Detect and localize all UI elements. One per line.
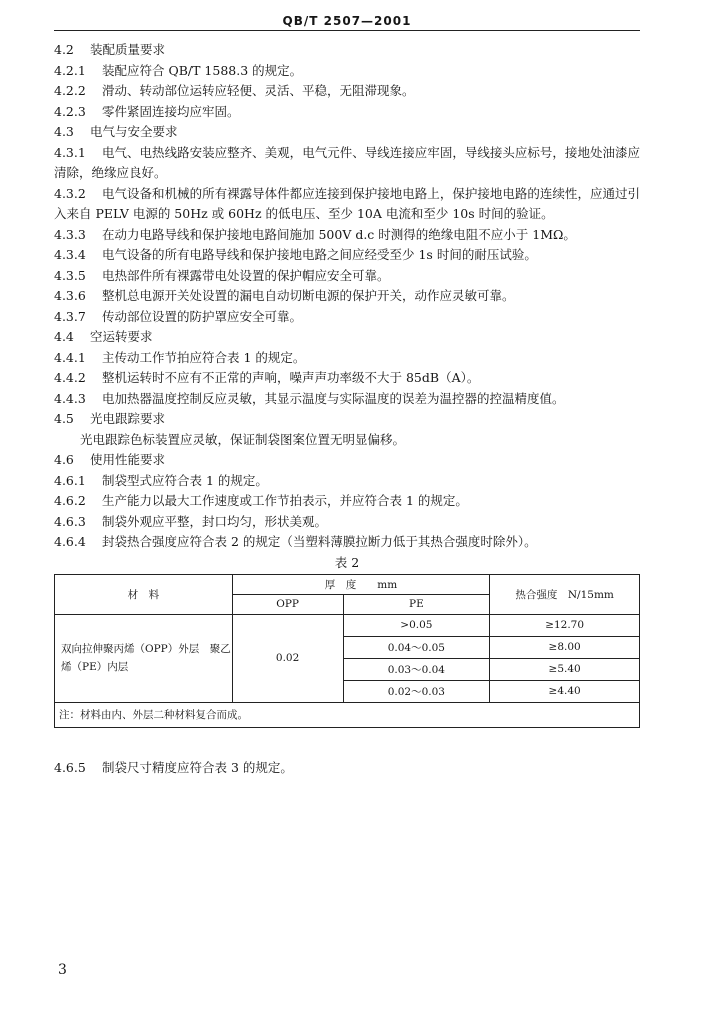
clause xyxy=(54,245,640,266)
pe-thickness-cell: >0.05 xyxy=(343,614,490,636)
clause-text: 电气与安全要求 xyxy=(90,124,178,139)
clause-text: 整机总电源开关处设置的漏电自动切断电源的保护开关，动作应灵敏可靠。 xyxy=(102,288,515,303)
pe-thickness-cell: 0.04～0.05 xyxy=(343,636,490,658)
clause-number: 4.3.2 xyxy=(54,185,86,201)
page-number: 3 xyxy=(58,962,67,978)
clause-number: 4.3.6 xyxy=(54,288,86,303)
clause xyxy=(54,102,640,123)
pe-thickness-cell: 0.02～0.03 xyxy=(343,680,490,702)
clause-text: 电气、电热线路安装应整齐、美观，电气元件、导线连接应牢固，导线接头应标号，接地处油漆应清除，绝缘应良好。 xyxy=(54,144,640,180)
header-thickness: 厚 度 mm xyxy=(232,574,490,594)
clause-text: 装配应符合 QB/T 1588.3 的规定。 xyxy=(102,62,303,78)
header-material: 材 料 xyxy=(55,574,233,614)
clause-text: 装配质量要求 xyxy=(90,42,166,57)
clause xyxy=(54,61,640,82)
clause-number: 4.2 xyxy=(54,42,74,57)
clause-number: 4.4.2 xyxy=(54,370,86,385)
clause-number: 4.6.5 xyxy=(54,759,86,775)
material-cell: 双向拉伸聚丙烯（OPP）外层 聚乙烯（PE）内层 xyxy=(55,614,233,702)
clause xyxy=(54,286,640,307)
clause-text: 生产能力以最大工作速度或工作节拍表示，并应符合表 1 的规定。 xyxy=(102,493,468,508)
page-header xyxy=(54,0,640,31)
clause xyxy=(54,512,640,533)
clause-text: 电气设备和机械的所有裸露导体件都应连接到保护接地电路上，保护接地电路的连续性，应通过引入来自 PELV 电源的 50Hz 或 60Hz 的低电压、至少 10A 电流和至少 10s 时间的验证。 xyxy=(54,185,640,221)
clause-number: 4.4 xyxy=(54,329,74,344)
header-opp: OPP xyxy=(232,594,343,614)
clause-number: 4.6 xyxy=(54,452,74,467)
clause-text: 传动部位设置的防护罩应安全可靠。 xyxy=(102,308,303,324)
clause-text: 主传动工作节拍应符合表 1 的规定。 xyxy=(102,349,306,365)
clause-number: 4.6.1 xyxy=(54,472,86,488)
clause xyxy=(54,471,640,492)
clause xyxy=(54,143,640,184)
clause-text: 光电跟踪要求 xyxy=(90,411,166,426)
section-heading xyxy=(54,450,640,471)
header-strength: 热合强度 N/15mm xyxy=(490,574,640,614)
strength-cell: ≥12.70 xyxy=(490,614,640,636)
section-list xyxy=(54,40,640,553)
clause-text: 使用性能要求 xyxy=(90,452,166,467)
document-body xyxy=(54,40,640,778)
clause xyxy=(54,184,640,225)
clause xyxy=(54,430,640,451)
clause-text: 零件紧固连接均应牢固。 xyxy=(102,103,240,119)
clause-number: 4.2.2 xyxy=(54,83,86,98)
clause-number: 4.3.5 xyxy=(54,267,86,283)
clause-text: 光电跟踪色标装置应灵敏，保证制袋图案位置无明显偏移。 xyxy=(80,431,406,447)
clause-number: 4.3.7 xyxy=(54,308,86,324)
clause xyxy=(54,491,640,512)
strength-cell: ≥8.00 xyxy=(490,636,640,658)
clause xyxy=(54,81,640,102)
clause-text: 空运转要求 xyxy=(90,329,153,344)
clause-number: 4.6.4 xyxy=(54,534,86,549)
clause-text: 制袋外观应平整，封口均匀，形状美观。 xyxy=(102,513,328,529)
clause xyxy=(54,368,640,389)
clause-text: 电热部件所有裸露带电处设置的保护帽应安全可靠。 xyxy=(102,267,390,283)
opp-thickness-cell: 0.02 xyxy=(232,614,343,702)
section-heading xyxy=(54,409,640,430)
clause xyxy=(54,532,640,553)
section-heading xyxy=(54,122,640,143)
clause xyxy=(54,225,640,246)
table-caption: 表 2 xyxy=(334,554,360,570)
clause-text: 制袋型式应符合表 1 的规定。 xyxy=(102,472,268,488)
strength-cell: ≥4.40 xyxy=(490,680,640,702)
clause-number: 4.5 xyxy=(54,411,74,426)
clause-number: 4.6.2 xyxy=(54,493,86,508)
clause-text: 电气设备的所有电路导线和保护接地电路之间应经受至少 1s 时间的耐压试验。 xyxy=(102,247,537,262)
clause-number: 4.6.3 xyxy=(54,513,86,529)
clause-number: 4.2.1 xyxy=(54,62,86,78)
section-heading xyxy=(54,327,640,348)
header-pe: PE xyxy=(343,594,490,614)
clause-number: 4.2.3 xyxy=(54,103,86,119)
clause-text: 制袋尺寸精度应符合表 3 的规定。 xyxy=(102,759,293,775)
clause-number: 4.4.3 xyxy=(54,390,86,406)
clause-text: 电加热器温度控制反应灵敏，其显示温度与实际温度的误差为温控器的控温精度值。 xyxy=(102,390,565,406)
pe-thickness-cell: 0.03～0.04 xyxy=(343,658,490,680)
clause-number: 4.3 xyxy=(54,124,74,139)
clause xyxy=(54,758,640,779)
strength-cell: ≥5.40 xyxy=(490,658,640,680)
clause-number: 4.3.3 xyxy=(54,226,86,242)
section-heading xyxy=(54,40,640,61)
clause-number: 4.3.4 xyxy=(54,247,86,262)
heat-seal-strength-table xyxy=(54,574,640,728)
clause xyxy=(54,266,640,287)
clause-number: 4.4.1 xyxy=(54,349,86,365)
clause-text: 整机运转时不应有不正常的声响，噪声声功率级不大于 85dB（A）。 xyxy=(102,370,480,385)
clause-text: 滑动、转动部位运转应轻便、灵活、平稳，无阻滞现象。 xyxy=(102,83,415,98)
clause xyxy=(54,389,640,410)
table-note: 注：材料由内、外层二种材料复合而成。 xyxy=(55,702,640,727)
clause xyxy=(54,348,640,369)
clause-number: 4.3.1 xyxy=(54,144,86,160)
clause-text: 封袋热合强度应符合表 2 的规定（当塑料薄膜拉断力低于其热合强度时除外）。 xyxy=(102,534,537,549)
clause xyxy=(54,307,640,328)
clause-text: 在动力电路导线和保护接地电路间施加 500V d.c 时测得的绝缘电阻不应小于 1MΩ。 xyxy=(102,226,576,242)
standard-code: QB/T 2507—2001 xyxy=(282,14,412,28)
